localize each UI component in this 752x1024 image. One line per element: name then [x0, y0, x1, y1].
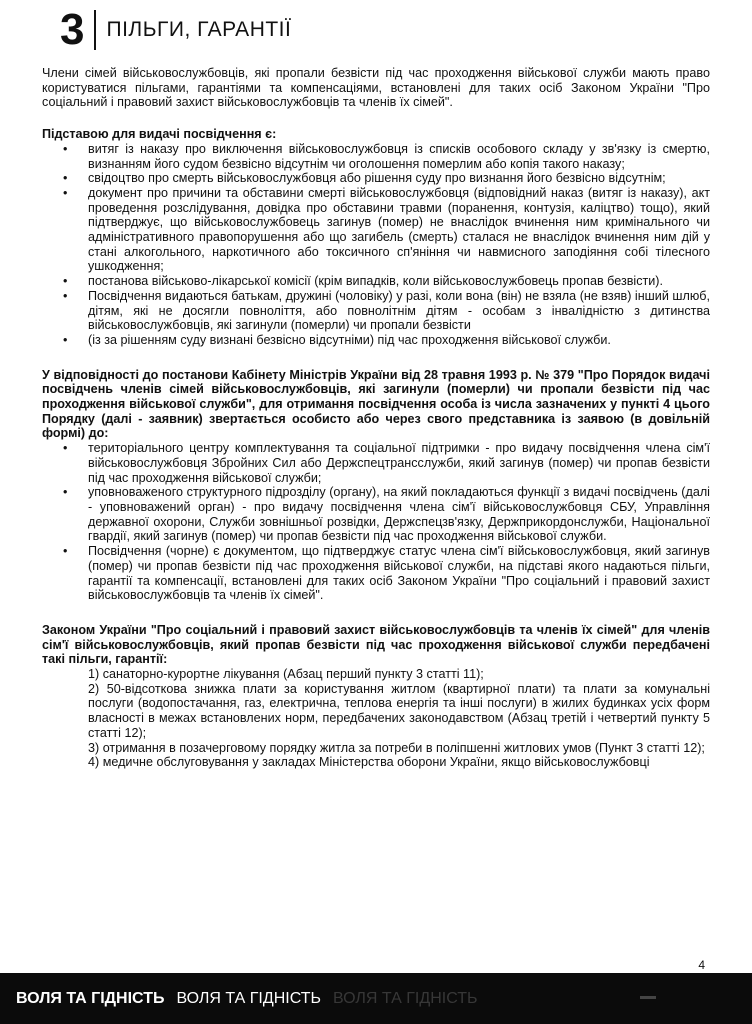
- law-heading: Законом України "Про соціальний і правовий захист військовослужбовців та членів їх сімей" для членів сім'ї військовослужбовців, який пропав безвісти під час проходження військової служби передбачені такі пільги, гарантії:: [42, 622, 710, 667]
- list-item: • Посвідчення видаються батькам, дружині (чоловіку) у разі, коли вона (він) не взяла (не взяв) інший шлюб, дітям, які не досягли повноліття, або повнолітнім дітям - особам з інвалідністю з дитинства військовослужбовців, які загинули (померли) чи пропали безвісти: [63, 288, 710, 333]
- list-item: 4) медичне обслуговування у закладах Міністерства оборони України, якщо військовослужбовці: [88, 755, 650, 770]
- bullet-icon: •: [63, 288, 68, 303]
- bullet-icon: •: [63, 544, 68, 559]
- bullet-icon: •: [63, 441, 68, 456]
- list-item: • (із за рішенням суду визнані безвісно відсутніми) під час проходження військової служби.: [63, 332, 611, 347]
- bullet-icon: •: [63, 274, 68, 289]
- footer-slogan-2: ВОЛЯ ТА ГІДНІСТЬ: [176, 989, 321, 1007]
- list-item: • документ про причини та обставини смерті військовослужбовця (відповідний наказ (витяг із наказу), акт проведення розслідування, довідка про обставини травми (поранення, контузія, каліцтво) тощо), який підтверджує, що військовослужбовець загинув (помер) не внаслідок вчинення ним кримінального чи адміністративного правопорушення або що загибель (смерть) сталася не внаслідок вчинення ним дій у стані алкогольного, наркотичного або токсичного сп'яніння чи навмисного заподіяння собі тілесного ушкодження;: [63, 185, 710, 274]
- page-number: 4: [698, 958, 705, 972]
- bullet-icon: •: [63, 171, 68, 186]
- footer-slogan: ВОЛЯ ТА ГІДНІСТЬ: [16, 989, 165, 1007]
- list-item: • Посвідчення (чорне) є документом, що підтверджує статус члена сім'ї військовослужбовця, який загинув (помер) чи пропав безвісти під час проходження військової служби, на підставі якого надаються пільги, гарантії та компенсації, встановлені для таких осіб Законом України "Про соціальний і правовий захист військовослужбовців та членів їх сімей".: [63, 544, 710, 603]
- basis-list: [42, 142, 710, 348]
- list-item: • витяг із наказу про виключення військовослужбовця із списків особового складу у зв'язку із смертю, визнанням його судом безвісно відсутнім чи оголошення померлим або копія такого наказу;: [63, 141, 710, 171]
- header-divider: [94, 10, 96, 50]
- bullet-icon: •: [63, 141, 68, 156]
- section-number: 3: [60, 5, 85, 54]
- list-item: 3) отримання в позачерговому порядку житла за потреби в поліпшенні житлових умов (Пункт 3 статті 12);: [88, 740, 705, 755]
- basis-heading: Підставою для видачі посвідчення є:: [42, 127, 277, 142]
- bullet-icon: •: [63, 185, 68, 200]
- footer-banner: [0, 973, 752, 1024]
- list-item: 2) 50-відсоткова знижка плати за користування житлом (квартирної плати) та плати за комунальні послуги (водопостачання, газ, електрична, теплова енергія та інші послуги) в жилих будинках усіх форм власності в межах встановлених норм, передбачених законодавством (Абзац третій і четвертий пункту 5 статті 12);: [88, 681, 710, 740]
- list-item: • свідоцтво про смерть військовослужбовця або рішення суду про визнання його безвісно відсутнім;: [63, 171, 666, 186]
- benefits-list: [42, 667, 710, 770]
- intro-paragraph: Члени сімей військовослужбовців, які пропали безвісти під час проходження військової служби мають право користуватися пільгами, гарантіями та компенсаціями, встановлені для таких осіб Законом України "Про соціальний і правовий захист військовослужбовців та членів їх сімей".: [42, 66, 710, 110]
- document-body: [42, 66, 710, 770]
- procedure-heading: У відповідності до постанови Кабінету Міністрів України від 28 травня 1993 р. № 379 "Про Порядок видачі посвідчень членів сімей військовослужбовців, які загинули (померли) чи пропали безвісти під час проходження військової служби", для отримання посвідчення особа із числа зазначених у пункті 4 цього Порядку (далі - заявник) звертається особисто або через свого представника із заявою (в довільній формі) до:: [42, 367, 710, 441]
- procedure-list: [42, 441, 710, 603]
- footer-slogan-3: ВОЛЯ ТА ГІДНІСТЬ: [333, 989, 478, 1007]
- list-item: • уповноваженого структурного підрозділу (органу), на який покладаються функції з видачі посвідчень (далі - уповноважений орган) - про видачу посвідчення члена сім'ї військовослужбовця СБУ, Управління державної охорони, Служби зовнішньої розвідки, Держспецзв'язку, Держприкордонслужби, Національної гвардії, який загинув (помер) чи пропав безвісти під час проходження військової служби.: [63, 485, 710, 544]
- bullet-icon: •: [63, 332, 68, 347]
- section-title: ПІЛЬГИ, ГАРАНТІЇ: [106, 18, 292, 41]
- list-item: 1) санаторно-курортне лікування (Абзац перший пункту 3 статті 11);: [88, 667, 484, 682]
- section-header: [60, 6, 291, 54]
- bullet-icon: •: [63, 485, 68, 500]
- footer-mark-icon: [640, 996, 656, 999]
- list-item: • територіального центру комплектування та соціальної підтримки - про видачу посвідчення члена сім'ї військовослужбовця Збройних Сил або Держспецтрансслужби, який загинув (помер) чи пропав безвісти під час проходження військової служби;: [63, 441, 710, 485]
- list-item: • постанова військово-лікарської комісії (крім випадків, коли військовослужбовець пропав безвісти).: [63, 274, 663, 289]
